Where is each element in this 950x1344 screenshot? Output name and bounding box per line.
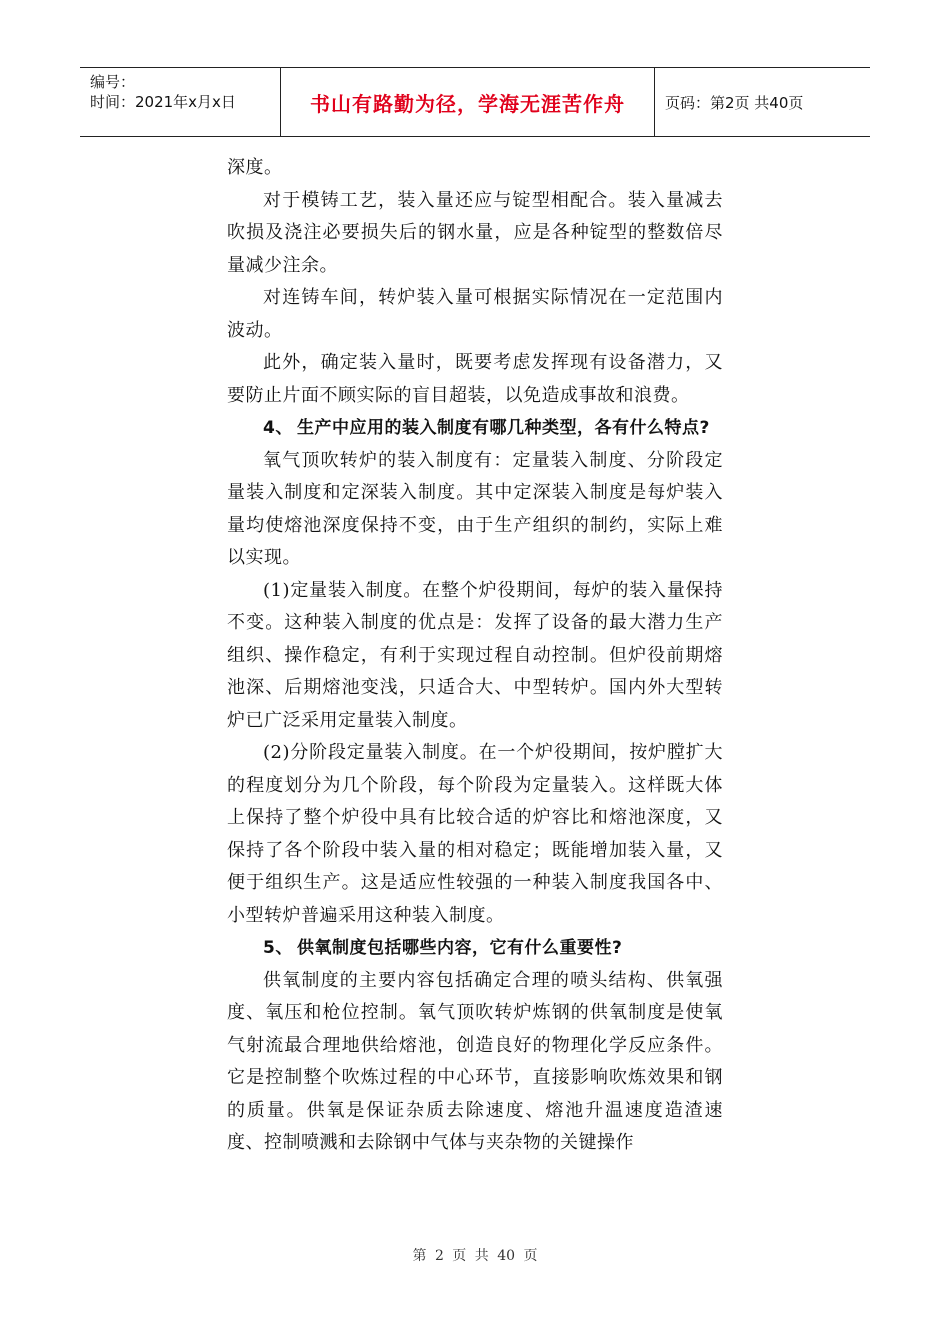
question-heading-5: [227, 932, 723, 965]
paragraph: 对于模铸工艺，装入量还应与锭型相配合。装入量减去吹损及浇注必要损失后的钢水量，应是各种锭型的整数倍尽量减少注余。: [227, 189, 723, 276]
document-date: 时间：2021年x月x日: [90, 93, 236, 111]
paragraph: 供氧制度的主要内容包括确定合理的喷头结构、供氧强度、氧压和枪位控制。氧气顶吹转炉炼钢的供氧制度是使氧气射流最合理地供给熔池，创造良好的物理化学反应条件。它是控制整个吹炼过程的中心环节，直接影响吹炼效果和钢的质量。供氧是保证杂质去除速度、熔池升温速度造渣速度、控制喷溅和去除钢中气体与夹杂物的关键操作: [227, 969, 723, 1153]
page-header: [80, 67, 870, 137]
question-heading-4: [227, 412, 723, 445]
paragraph: (2)分阶段定量装入制度。在一个炉役期间，按炉膛扩大的程度划分为几个阶段，每个阶段为定量装入。这样既大体上保持了整个炉役中具有比较合适的炉容比和熔池深度，又保持了各个阶段中装入量的相对稳定；既能增加装入量，又便于组织生产。这是适应性较强的一种装入制度我国各中、小型转炉普遍采用这种装入制度。: [227, 742, 723, 926]
question-text: 供氧制度包括哪些内容，它有什么重要性?: [297, 938, 623, 958]
paragraph: 深度。: [227, 157, 283, 178]
header-page-number: 页码：第2页 共40页: [665, 93, 804, 112]
paragraph: 对连铸车间，转炉装入量可根据实际情况在一定范围内波动。: [227, 287, 723, 341]
document-body: [227, 152, 723, 1160]
question-text: 生产中应用的装入制度有哪几种类型，各有什么特点?: [297, 418, 710, 438]
header-motto: 书山有路勤为径，学海无涯苦作舟: [280, 68, 655, 136]
question-number: 4、: [263, 418, 293, 438]
page-footer: 第 2 页 共 40 页: [412, 1248, 538, 1264]
question-number: 5、: [263, 938, 293, 958]
header-meta: [80, 68, 280, 136]
document-number: 编号：: [90, 73, 136, 91]
paragraph: 此外，确定装入量时，既要考虑发挥现有设备潜力，又要防止片面不顾实际的盲目超装，以免造成事故和浪费。: [227, 352, 723, 406]
paragraph: (1)定量装入制度。在整个炉役期间，每炉的装入量保持不变。这种装入制度的优点是：发挥了设备的最大潜力生产组织、操作稳定，有利于实现过程自动控制。但炉役前期熔池深、后期熔池变浅，只适合大、中型转炉。国内外大型转炉已广泛采用定量装入制度。: [227, 579, 723, 731]
paragraph: 氧气顶吹转炉的装入制度有：定量装入制度、分阶段定量装入制度和定深装入制度。其中定深装入制度是每炉装入量均使熔池深度保持不变，由于生产组织的制约，实际上难以实现。: [227, 449, 723, 568]
